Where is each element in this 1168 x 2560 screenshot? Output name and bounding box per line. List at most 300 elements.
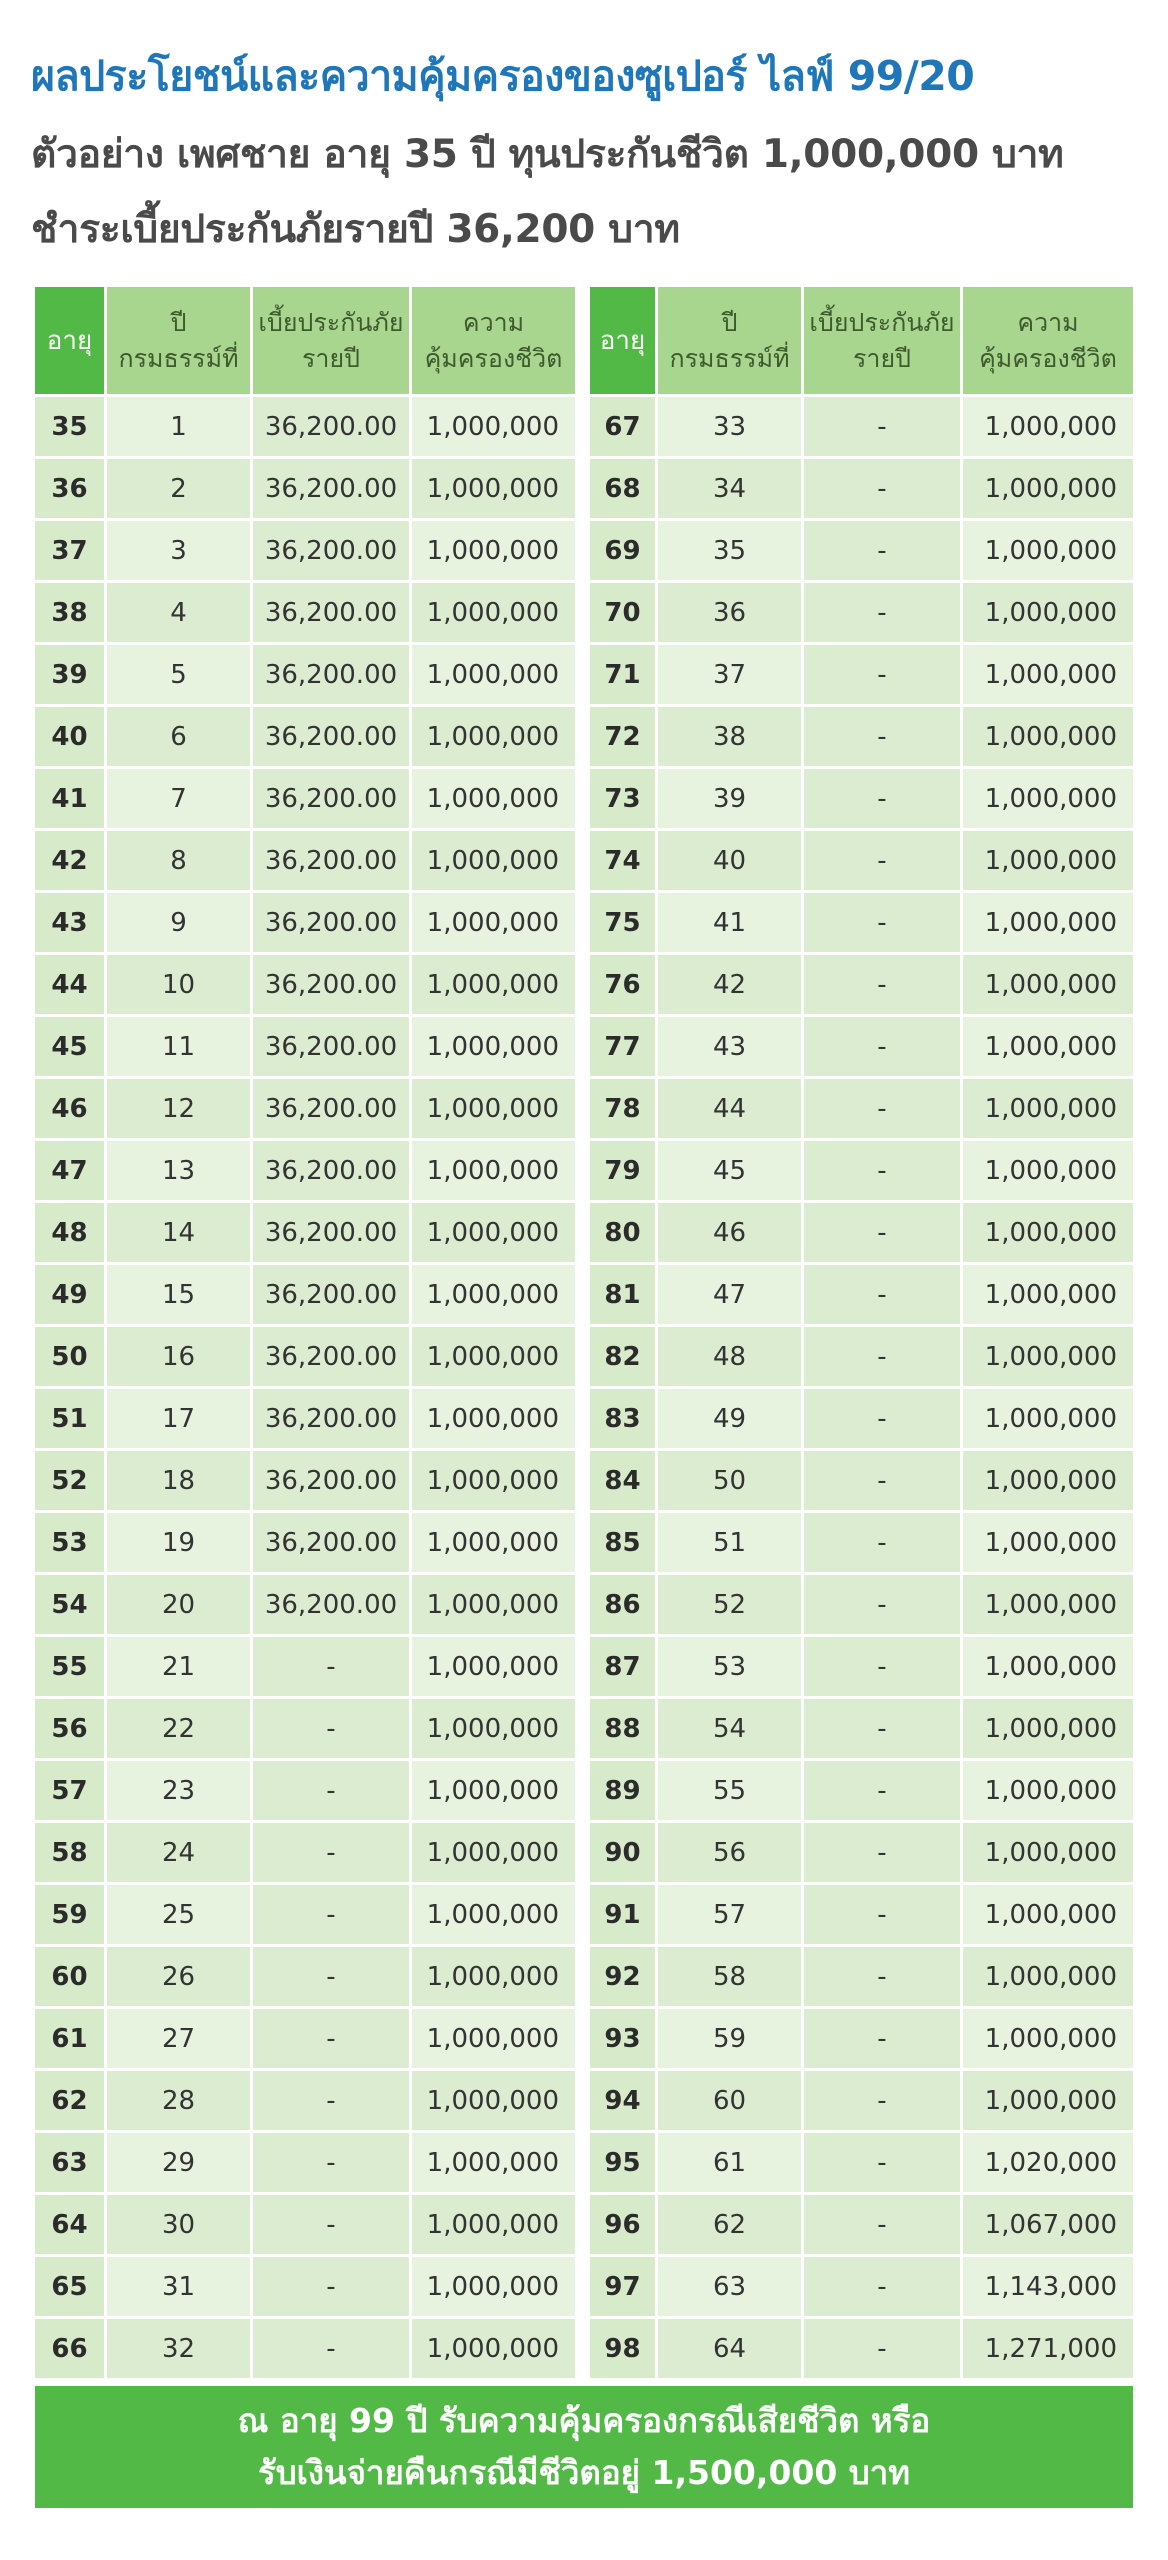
policy-year-cell: 51 bbox=[658, 1510, 804, 1572]
coverage-cell: 1,000,000 bbox=[412, 704, 575, 766]
coverage-cell: 1,000,000 bbox=[412, 580, 575, 642]
table-row bbox=[590, 2068, 1133, 2130]
coverage-cell: 1,000,000 bbox=[963, 890, 1133, 952]
policy-year-cell: 1 bbox=[107, 394, 253, 456]
premium-cell: - bbox=[253, 2006, 412, 2068]
premium-cell: - bbox=[253, 1882, 412, 1944]
age-cell: 58 bbox=[35, 1820, 107, 1882]
premium-cell: - bbox=[804, 1696, 963, 1758]
table-row bbox=[35, 952, 575, 1014]
coverage-cell: 1,000,000 bbox=[412, 1634, 575, 1696]
age-cell: 69 bbox=[590, 518, 658, 580]
age-cell: 51 bbox=[35, 1386, 107, 1448]
table-row bbox=[35, 1262, 575, 1324]
age-cell: 54 bbox=[35, 1572, 107, 1634]
coverage-cell: 1,000,000 bbox=[412, 394, 575, 456]
premium-cell: - bbox=[804, 1448, 963, 1510]
policy-year-cell: 2 bbox=[107, 456, 253, 518]
policy-year-cell: 8 bbox=[107, 828, 253, 890]
policy-year-cell: 64 bbox=[658, 2316, 804, 2378]
coverage-cell: 1,000,000 bbox=[963, 704, 1133, 766]
table-row bbox=[590, 2006, 1133, 2068]
age-cell: 84 bbox=[590, 1448, 658, 1510]
premium-cell: - bbox=[804, 456, 963, 518]
premium-cell: 36,200.00 bbox=[253, 766, 412, 828]
premium-cell: - bbox=[804, 766, 963, 828]
policy-year-cell: 20 bbox=[107, 1572, 253, 1634]
premium-cell: - bbox=[804, 1200, 963, 1262]
coverage-cell: 1,000,000 bbox=[963, 1882, 1133, 1944]
policy-year-cell: 42 bbox=[658, 952, 804, 1014]
policy-year-cell: 39 bbox=[658, 766, 804, 828]
table-row bbox=[35, 1448, 575, 1510]
table-row bbox=[590, 642, 1133, 704]
premium-cell: 36,200.00 bbox=[253, 1572, 412, 1634]
age-cell: 70 bbox=[590, 580, 658, 642]
coverage-cell: 1,000,000 bbox=[963, 1014, 1133, 1076]
age-cell: 80 bbox=[590, 1200, 658, 1262]
premium-cell: 36,200.00 bbox=[253, 1324, 412, 1386]
premium-cell: - bbox=[804, 1758, 963, 1820]
table-row bbox=[35, 1882, 575, 1944]
coverage-cell: 1,000,000 bbox=[412, 1820, 575, 1882]
policy-year-cell: 46 bbox=[658, 1200, 804, 1262]
coverage-cell: 1,000,000 bbox=[963, 518, 1133, 580]
header-life-coverage: ความ คุ้มครองชีวิต bbox=[412, 287, 575, 394]
premium-cell: 36,200.00 bbox=[253, 518, 412, 580]
premium-cell: 36,200.00 bbox=[253, 1510, 412, 1572]
age-cell: 64 bbox=[35, 2192, 107, 2254]
premium-cell: - bbox=[804, 642, 963, 704]
coverage-cell: 1,000,000 bbox=[412, 1262, 575, 1324]
age-cell: 71 bbox=[590, 642, 658, 704]
coverage-cell: 1,000,000 bbox=[412, 1510, 575, 1572]
table-row bbox=[35, 1820, 575, 1882]
coverage-cell: 1,000,000 bbox=[412, 766, 575, 828]
policy-year-cell: 52 bbox=[658, 1572, 804, 1634]
coverage-cell: 1,000,000 bbox=[963, 580, 1133, 642]
age-cell: 76 bbox=[590, 952, 658, 1014]
coverage-cell: 1,000,000 bbox=[412, 1696, 575, 1758]
coverage-cell: 1,000,000 bbox=[412, 890, 575, 952]
table-row bbox=[35, 2316, 575, 2378]
coverage-cell: 1,000,000 bbox=[963, 1820, 1133, 1882]
table-row bbox=[590, 1324, 1133, 1386]
age-cell: 45 bbox=[35, 1014, 107, 1076]
coverage-cell: 1,000,000 bbox=[963, 1572, 1133, 1634]
policy-year-cell: 15 bbox=[107, 1262, 253, 1324]
header-policy-year: ปี กรมธรรม์ที่ bbox=[658, 287, 804, 394]
table-row bbox=[35, 890, 575, 952]
age-cell: 78 bbox=[590, 1076, 658, 1138]
premium-cell: - bbox=[253, 2068, 412, 2130]
table-row bbox=[590, 704, 1133, 766]
table-body-left bbox=[35, 394, 575, 2378]
table-row bbox=[35, 1634, 575, 1696]
table-row bbox=[590, 2130, 1133, 2192]
age-cell: 57 bbox=[35, 1758, 107, 1820]
premium-cell: - bbox=[253, 1944, 412, 2006]
coverage-cell: 1,143,000 bbox=[963, 2254, 1133, 2316]
coverage-cell: 1,000,000 bbox=[963, 1510, 1133, 1572]
table-row bbox=[35, 1014, 575, 1076]
premium-cell: - bbox=[253, 2254, 412, 2316]
age-cell: 82 bbox=[590, 1324, 658, 1386]
table-row bbox=[35, 704, 575, 766]
premium-cell: - bbox=[253, 1758, 412, 1820]
table-row bbox=[35, 1386, 575, 1448]
example-description: ตัวอย่าง เพศชาย อายุ 35 ปี ทุนประกันชีวิต 1,000,000 บาท bbox=[31, 132, 1064, 177]
coverage-cell: 1,000,000 bbox=[963, 1386, 1133, 1448]
table-row bbox=[35, 1200, 575, 1262]
age-cell: 85 bbox=[590, 1510, 658, 1572]
table-row bbox=[35, 2068, 575, 2130]
premium-cell: - bbox=[253, 1634, 412, 1696]
premium-cell: - bbox=[804, 1076, 963, 1138]
premium-cell: - bbox=[804, 1882, 963, 1944]
table-row bbox=[35, 2130, 575, 2192]
policy-year-cell: 41 bbox=[658, 890, 804, 952]
premium-cell: 36,200.00 bbox=[253, 828, 412, 890]
coverage-cell: 1,000,000 bbox=[963, 1634, 1133, 1696]
policy-year-cell: 36 bbox=[658, 580, 804, 642]
premium-cell: - bbox=[804, 2254, 963, 2316]
age-cell: 52 bbox=[35, 1448, 107, 1510]
age-cell: 50 bbox=[35, 1324, 107, 1386]
table-row bbox=[590, 1076, 1133, 1138]
table-row bbox=[590, 1634, 1133, 1696]
age-cell: 55 bbox=[35, 1634, 107, 1696]
premium-cell: 36,200.00 bbox=[253, 1200, 412, 1262]
benefit-table-right bbox=[590, 287, 1133, 2378]
age-cell: 37 bbox=[35, 518, 107, 580]
premium-cell: 36,200.00 bbox=[253, 580, 412, 642]
coverage-cell: 1,020,000 bbox=[963, 2130, 1133, 2192]
age-cell: 66 bbox=[35, 2316, 107, 2378]
coverage-cell: 1,000,000 bbox=[963, 1076, 1133, 1138]
coverage-cell: 1,000,000 bbox=[963, 1200, 1133, 1262]
coverage-cell: 1,000,000 bbox=[412, 1572, 575, 1634]
premium-cell: - bbox=[804, 704, 963, 766]
coverage-cell: 1,000,000 bbox=[963, 766, 1133, 828]
policy-year-cell: 21 bbox=[107, 1634, 253, 1696]
age-cell: 96 bbox=[590, 2192, 658, 2254]
coverage-cell: 1,000,000 bbox=[963, 1944, 1133, 2006]
age-cell: 73 bbox=[590, 766, 658, 828]
banner-line-2: รับเงินจ่ายคืนกรณีมีชีวิตอยู่ 1,500,000 บาท bbox=[257, 2453, 911, 2492]
coverage-cell: 1,000,000 bbox=[412, 642, 575, 704]
age-cell: 47 bbox=[35, 1138, 107, 1200]
premium-cell: - bbox=[804, 1820, 963, 1882]
age-cell: 36 bbox=[35, 456, 107, 518]
policy-year-cell: 13 bbox=[107, 1138, 253, 1200]
coverage-cell: 1,000,000 bbox=[963, 952, 1133, 1014]
age-cell: 81 bbox=[590, 1262, 658, 1324]
policy-year-cell: 32 bbox=[107, 2316, 253, 2378]
coverage-cell: 1,000,000 bbox=[412, 1324, 575, 1386]
table-row bbox=[590, 1820, 1133, 1882]
premium-cell: - bbox=[804, 394, 963, 456]
policy-year-cell: 19 bbox=[107, 1510, 253, 1572]
policy-year-cell: 3 bbox=[107, 518, 253, 580]
policy-year-cell: 58 bbox=[658, 1944, 804, 2006]
age-cell: 56 bbox=[35, 1696, 107, 1758]
policy-year-cell: 43 bbox=[658, 1014, 804, 1076]
age-cell: 72 bbox=[590, 704, 658, 766]
policy-year-cell: 18 bbox=[107, 1448, 253, 1510]
coverage-cell: 1,000,000 bbox=[412, 828, 575, 890]
table-row bbox=[590, 518, 1133, 580]
coverage-cell: 1,000,000 bbox=[412, 1200, 575, 1262]
premium-cell: - bbox=[804, 518, 963, 580]
coverage-cell: 1,000,000 bbox=[412, 2316, 575, 2378]
age-cell: 75 bbox=[590, 890, 658, 952]
policy-year-cell: 44 bbox=[658, 1076, 804, 1138]
policy-year-cell: 12 bbox=[107, 1076, 253, 1138]
premium-cell: - bbox=[804, 2130, 963, 2192]
maturity-benefit-banner bbox=[35, 2386, 1133, 2508]
premium-cell: - bbox=[804, 1944, 963, 2006]
policy-year-cell: 57 bbox=[658, 1882, 804, 1944]
age-cell: 38 bbox=[35, 580, 107, 642]
table-row bbox=[590, 952, 1133, 1014]
coverage-cell: 1,000,000 bbox=[963, 828, 1133, 890]
policy-year-cell: 60 bbox=[658, 2068, 804, 2130]
table-row bbox=[590, 2316, 1133, 2378]
table-header-row bbox=[590, 287, 1133, 394]
header-life-coverage: ความ คุ้มครองชีวิต bbox=[963, 287, 1133, 394]
age-cell: 94 bbox=[590, 2068, 658, 2130]
coverage-cell: 1,000,000 bbox=[412, 518, 575, 580]
benefit-table-left bbox=[35, 287, 575, 2378]
table-row bbox=[35, 1696, 575, 1758]
policy-year-cell: 61 bbox=[658, 2130, 804, 2192]
premium-cell: - bbox=[804, 1386, 963, 1448]
table-row bbox=[35, 2192, 575, 2254]
policy-year-cell: 54 bbox=[658, 1696, 804, 1758]
age-cell: 88 bbox=[590, 1696, 658, 1758]
premium-cell: - bbox=[804, 2068, 963, 2130]
premium-cell: - bbox=[804, 580, 963, 642]
age-cell: 79 bbox=[590, 1138, 658, 1200]
table-row bbox=[35, 828, 575, 890]
table-row bbox=[35, 456, 575, 518]
policy-year-cell: 50 bbox=[658, 1448, 804, 1510]
policy-year-cell: 49 bbox=[658, 1386, 804, 1448]
coverage-cell: 1,000,000 bbox=[963, 2068, 1133, 2130]
premium-cell: 36,200.00 bbox=[253, 642, 412, 704]
age-cell: 74 bbox=[590, 828, 658, 890]
age-cell: 43 bbox=[35, 890, 107, 952]
policy-year-cell: 4 bbox=[107, 580, 253, 642]
premium-cell: - bbox=[253, 2130, 412, 2192]
policy-year-cell: 28 bbox=[107, 2068, 253, 2130]
coverage-cell: 1,000,000 bbox=[412, 2006, 575, 2068]
table-row bbox=[590, 1882, 1133, 1944]
age-cell: 98 bbox=[590, 2316, 658, 2378]
table-row bbox=[590, 1944, 1133, 2006]
age-cell: 87 bbox=[590, 1634, 658, 1696]
age-cell: 97 bbox=[590, 2254, 658, 2316]
coverage-cell: 1,000,000 bbox=[412, 1882, 575, 1944]
policy-year-cell: 37 bbox=[658, 642, 804, 704]
table-row bbox=[590, 1510, 1133, 1572]
premium-cell: - bbox=[804, 890, 963, 952]
table-row bbox=[590, 1262, 1133, 1324]
coverage-cell: 1,000,000 bbox=[412, 952, 575, 1014]
age-cell: 89 bbox=[590, 1758, 658, 1820]
policy-year-cell: 59 bbox=[658, 2006, 804, 2068]
header-age: อายุ bbox=[35, 287, 107, 394]
policy-year-cell: 33 bbox=[658, 394, 804, 456]
coverage-cell: 1,000,000 bbox=[412, 1014, 575, 1076]
age-cell: 95 bbox=[590, 2130, 658, 2192]
table-row bbox=[35, 518, 575, 580]
policy-year-cell: 26 bbox=[107, 1944, 253, 2006]
policy-year-cell: 35 bbox=[658, 518, 804, 580]
premium-cell: - bbox=[804, 828, 963, 890]
table-row bbox=[35, 1758, 575, 1820]
coverage-cell: 1,000,000 bbox=[412, 1138, 575, 1200]
premium-cell: - bbox=[804, 1262, 963, 1324]
table-row bbox=[590, 890, 1133, 952]
table-header-row bbox=[35, 287, 575, 394]
policy-year-cell: 22 bbox=[107, 1696, 253, 1758]
age-cell: 63 bbox=[35, 2130, 107, 2192]
table-row bbox=[590, 394, 1133, 456]
policy-year-cell: 29 bbox=[107, 2130, 253, 2192]
policy-year-cell: 27 bbox=[107, 2006, 253, 2068]
policy-year-cell: 23 bbox=[107, 1758, 253, 1820]
age-cell: 35 bbox=[35, 394, 107, 456]
table-row bbox=[35, 1324, 575, 1386]
premium-cell: 36,200.00 bbox=[253, 394, 412, 456]
coverage-cell: 1,000,000 bbox=[412, 1076, 575, 1138]
age-cell: 92 bbox=[590, 1944, 658, 2006]
coverage-cell: 1,000,000 bbox=[963, 2006, 1133, 2068]
table-body-right bbox=[590, 394, 1133, 2378]
premium-cell: - bbox=[804, 1510, 963, 1572]
premium-cell: - bbox=[253, 2316, 412, 2378]
age-cell: 53 bbox=[35, 1510, 107, 1572]
annual-premium-description: ชำระเบี้ยประกันภัยรายปี 36,200 บาท bbox=[31, 207, 680, 252]
age-cell: 61 bbox=[35, 2006, 107, 2068]
table-row bbox=[35, 1572, 575, 1634]
policy-year-cell: 24 bbox=[107, 1820, 253, 1882]
premium-cell: - bbox=[804, 1014, 963, 1076]
coverage-cell: 1,000,000 bbox=[412, 1386, 575, 1448]
premium-cell: 36,200.00 bbox=[253, 1448, 412, 1510]
policy-year-cell: 62 bbox=[658, 2192, 804, 2254]
table-row bbox=[590, 2192, 1133, 2254]
table-row bbox=[590, 2254, 1133, 2316]
policy-year-cell: 9 bbox=[107, 890, 253, 952]
coverage-cell: 1,000,000 bbox=[412, 1758, 575, 1820]
premium-cell: 36,200.00 bbox=[253, 1014, 412, 1076]
premium-cell: - bbox=[804, 2006, 963, 2068]
table-row bbox=[590, 1758, 1133, 1820]
age-cell: 93 bbox=[590, 2006, 658, 2068]
age-cell: 49 bbox=[35, 1262, 107, 1324]
coverage-cell: 1,000,000 bbox=[963, 1758, 1133, 1820]
age-cell: 42 bbox=[35, 828, 107, 890]
premium-cell: - bbox=[804, 952, 963, 1014]
policy-year-cell: 7 bbox=[107, 766, 253, 828]
coverage-cell: 1,000,000 bbox=[963, 456, 1133, 518]
table-row bbox=[590, 1696, 1133, 1758]
age-cell: 39 bbox=[35, 642, 107, 704]
policy-year-cell: 17 bbox=[107, 1386, 253, 1448]
premium-cell: - bbox=[804, 2192, 963, 2254]
premium-cell: 36,200.00 bbox=[253, 1262, 412, 1324]
premium-cell: 36,200.00 bbox=[253, 456, 412, 518]
premium-cell: - bbox=[804, 1572, 963, 1634]
policy-year-cell: 34 bbox=[658, 456, 804, 518]
age-cell: 62 bbox=[35, 2068, 107, 2130]
table-row bbox=[590, 1448, 1133, 1510]
coverage-cell: 1,000,000 bbox=[412, 456, 575, 518]
policy-year-cell: 45 bbox=[658, 1138, 804, 1200]
policy-year-cell: 48 bbox=[658, 1324, 804, 1386]
coverage-cell: 1,000,000 bbox=[963, 1262, 1133, 1324]
age-cell: 46 bbox=[35, 1076, 107, 1138]
table-row bbox=[590, 1386, 1133, 1448]
header-policy-year: ปี กรมธรรม์ที่ bbox=[107, 287, 253, 394]
table-row bbox=[35, 766, 575, 828]
coverage-cell: 1,000,000 bbox=[412, 2068, 575, 2130]
table-row bbox=[590, 456, 1133, 518]
premium-cell: 36,200.00 bbox=[253, 1386, 412, 1448]
coverage-cell: 1,000,000 bbox=[963, 394, 1133, 456]
coverage-cell: 1,000,000 bbox=[412, 2254, 575, 2316]
premium-cell: 36,200.00 bbox=[253, 1138, 412, 1200]
age-cell: 44 bbox=[35, 952, 107, 1014]
policy-year-cell: 31 bbox=[107, 2254, 253, 2316]
premium-cell: - bbox=[253, 1696, 412, 1758]
table-row bbox=[35, 2254, 575, 2316]
age-cell: 91 bbox=[590, 1882, 658, 1944]
table-row bbox=[590, 1200, 1133, 1262]
coverage-cell: 1,000,000 bbox=[412, 1944, 575, 2006]
age-cell: 67 bbox=[590, 394, 658, 456]
coverage-cell: 1,000,000 bbox=[412, 1448, 575, 1510]
coverage-cell: 1,000,000 bbox=[963, 1138, 1133, 1200]
age-cell: 60 bbox=[35, 1944, 107, 2006]
premium-cell: - bbox=[804, 1634, 963, 1696]
age-cell: 65 bbox=[35, 2254, 107, 2316]
policy-year-cell: 56 bbox=[658, 1820, 804, 1882]
table-row bbox=[35, 1944, 575, 2006]
premium-cell: 36,200.00 bbox=[253, 890, 412, 952]
policy-year-cell: 25 bbox=[107, 1882, 253, 1944]
age-cell: 90 bbox=[590, 1820, 658, 1882]
table-row bbox=[35, 1510, 575, 1572]
premium-cell: - bbox=[804, 1138, 963, 1200]
policy-year-cell: 11 bbox=[107, 1014, 253, 1076]
table-row bbox=[35, 1138, 575, 1200]
premium-cell: - bbox=[253, 1820, 412, 1882]
policy-year-cell: 55 bbox=[658, 1758, 804, 1820]
premium-cell: - bbox=[804, 2316, 963, 2378]
coverage-cell: 1,000,000 bbox=[963, 642, 1133, 704]
age-cell: 48 bbox=[35, 1200, 107, 1262]
coverage-cell: 1,000,000 bbox=[412, 2192, 575, 2254]
age-cell: 83 bbox=[590, 1386, 658, 1448]
age-cell: 77 bbox=[590, 1014, 658, 1076]
policy-year-cell: 5 bbox=[107, 642, 253, 704]
header-annual-premium: เบี้ยประกันภัย รายปี bbox=[253, 287, 412, 394]
table-row bbox=[590, 1138, 1133, 1200]
